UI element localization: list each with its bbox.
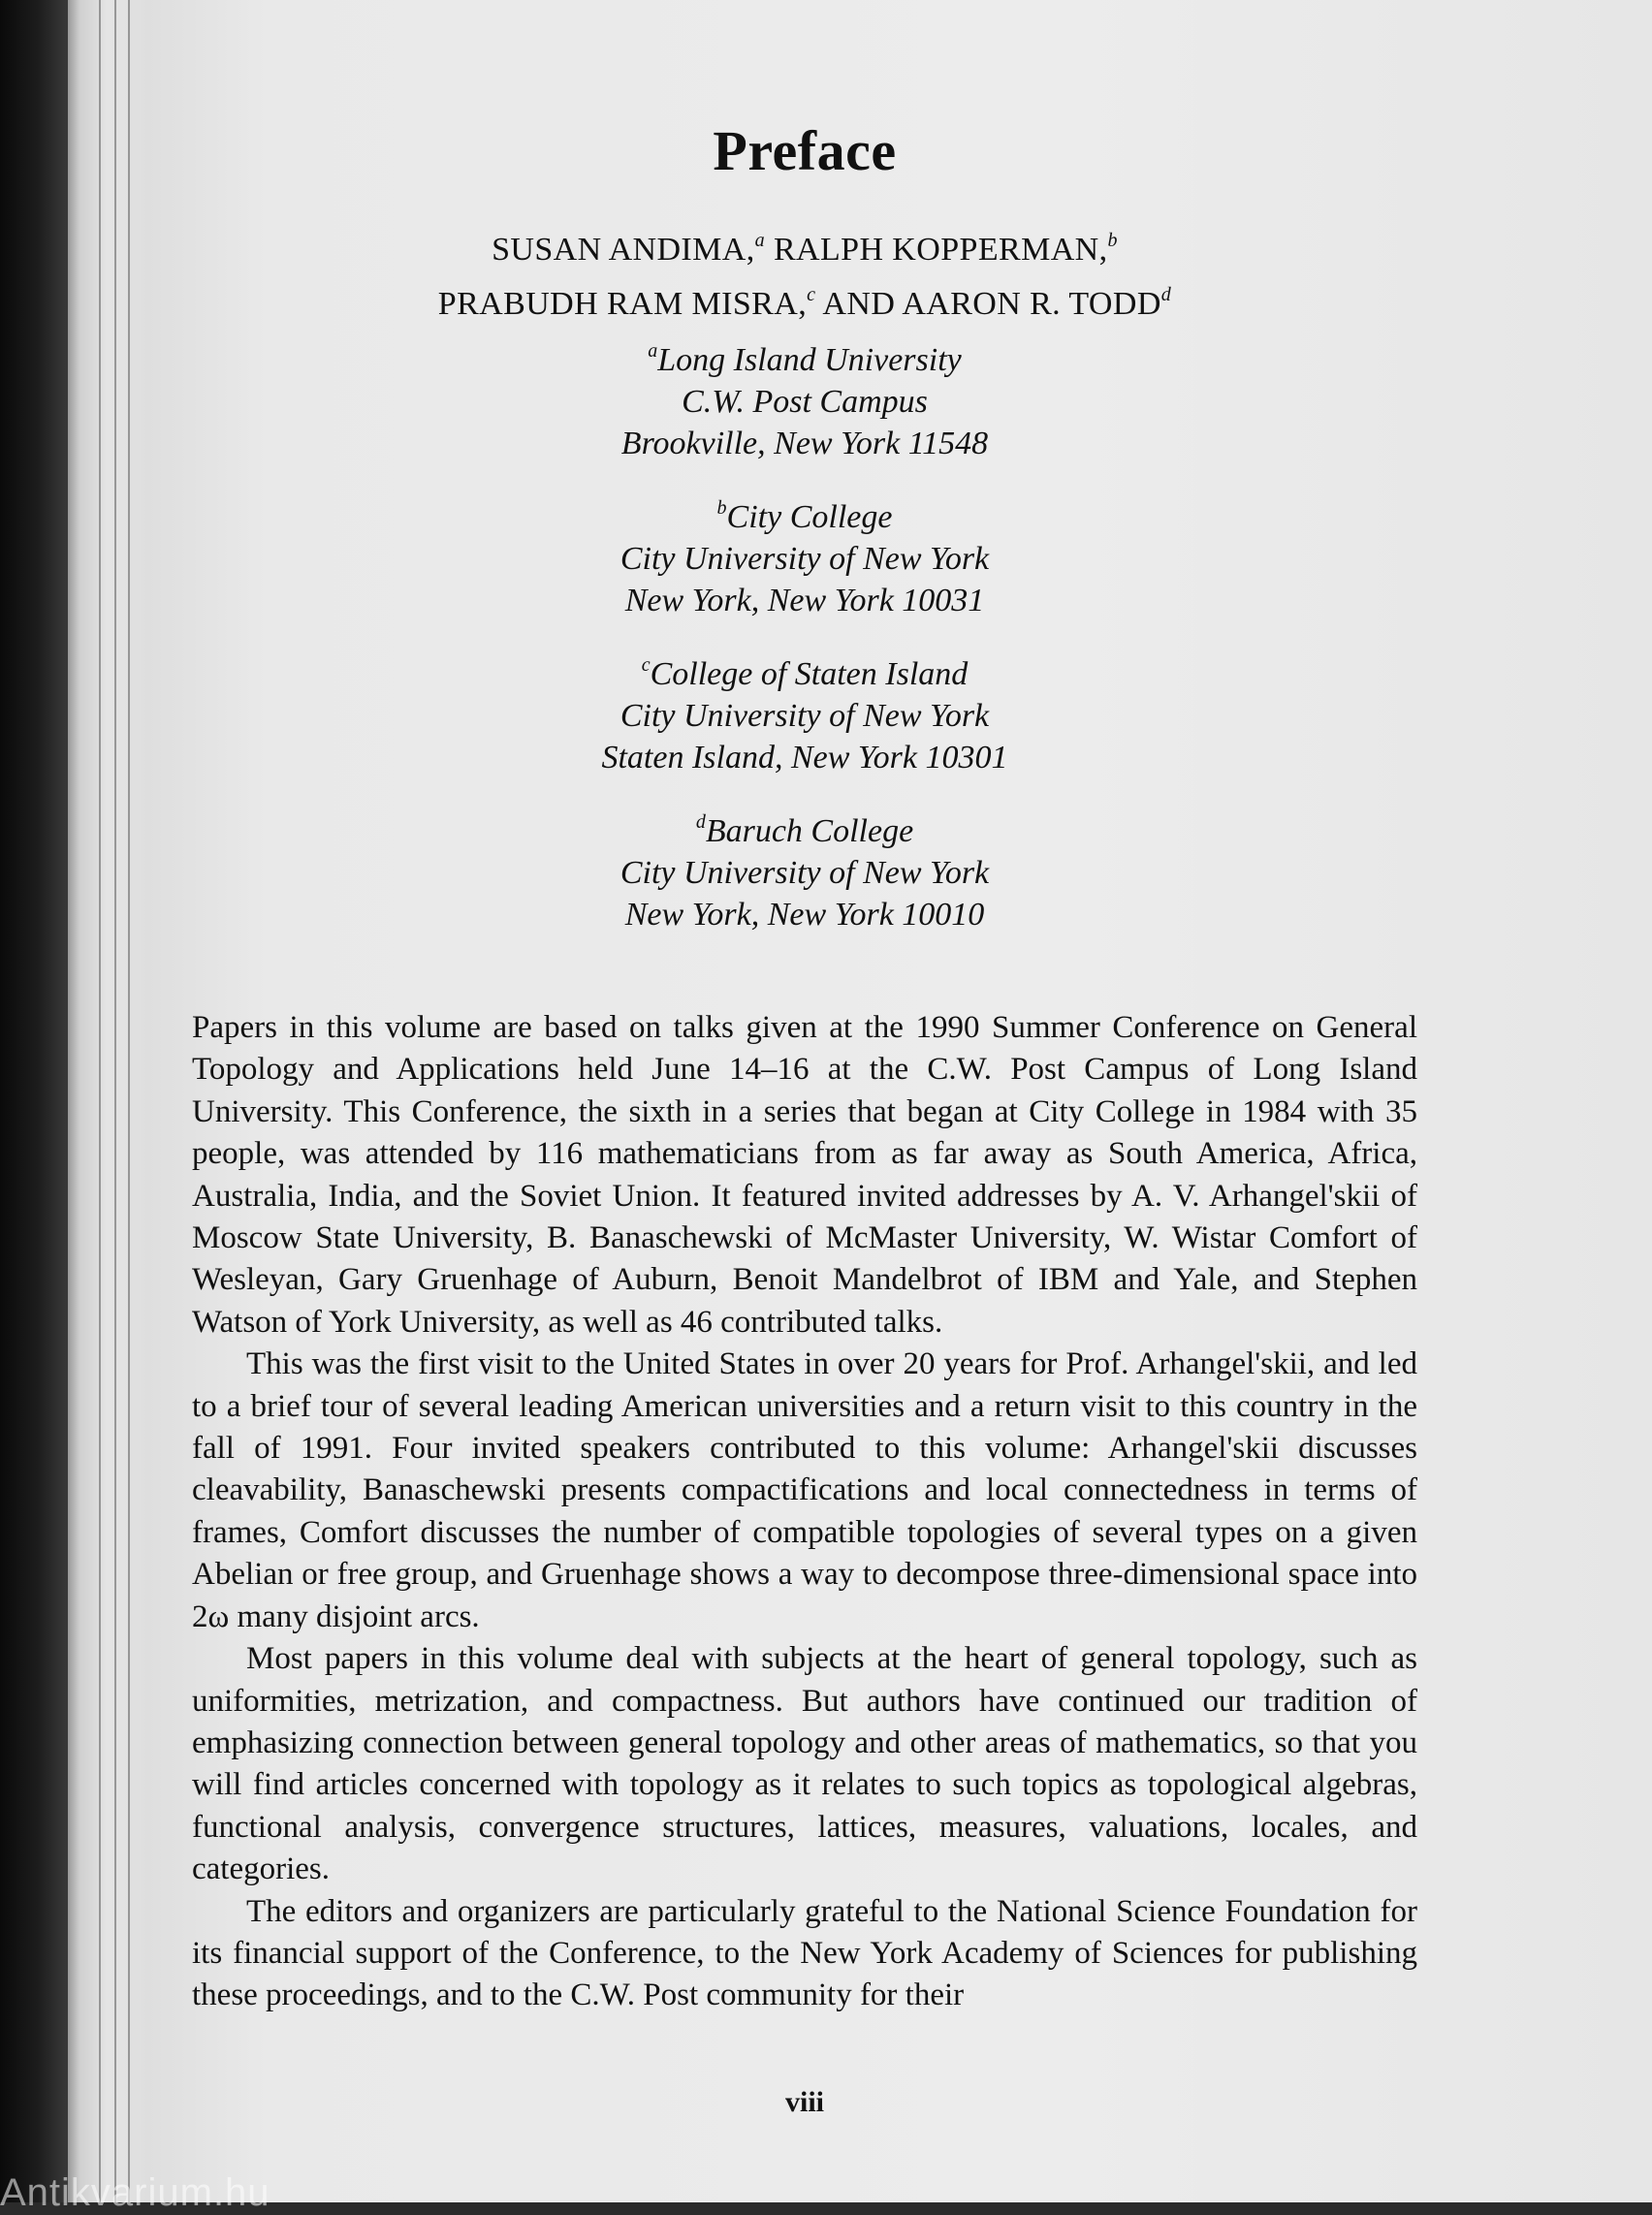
affiliation-d [192, 802, 1417, 935]
author-block [192, 218, 1417, 327]
binding-shadow [0, 0, 68, 2202]
author-line-1 [192, 218, 1417, 272]
body-text [192, 1007, 1417, 2017]
author-name: SUSAN ANDIMA, [492, 232, 755, 268]
affiliation-mark: b [716, 497, 727, 519]
affiliation-b [192, 488, 1417, 621]
affiliation-line: New York, New York 10031 [624, 583, 985, 618]
author-mark: a [754, 230, 766, 251]
affiliation-line: New York, New York 10010 [624, 897, 985, 933]
affiliation-line [192, 488, 1417, 538]
affiliation-text: College of Staten Island [650, 656, 969, 692]
author-name: PRABUDH RAM MISRA, [437, 286, 808, 322]
author-mark: d [1160, 284, 1172, 305]
affiliation-text: Baruch College [705, 813, 914, 849]
author-line-2 [192, 272, 1417, 327]
page-edge-line [114, 0, 116, 2202]
affiliation-line: City University of New York [620, 855, 990, 891]
affiliation-line [192, 331, 1417, 381]
affiliation-a [192, 331, 1417, 464]
author-mark: c [807, 284, 816, 305]
author-mark: b [1107, 230, 1118, 251]
affiliation-mark: c [641, 654, 651, 676]
affiliation-line: City University of New York [620, 541, 990, 577]
paragraph-2: This was the first visit to the United States in over 20 years for Prof. Arhangel'skii, and led to a brief tour of several leading American universities and a return visit to this country in the fall of 1991. Four invited speakers contributed to this volume: Arhangel'skii discusses cleavability, Banaschewski presents compactifications and local connectedness in terms of frames, Comfort discusses the number of compatible topologies of several types on a given Abelian or free group, and Gruenhage shows a way to decompose three-dimensional space into 2ω many disjoint arcs. [192, 1346, 1417, 1634]
paragraph-3: Most papers in this volume deal with subjects at the heart of general topology, such as uniformities, metrization, and compactness. But authors have continued our tradition of emphasizing connection between general topology and other areas of mathematics, so that you will find articles concerned with topology as it relates to such topics as topological algebras, functional analysis, convergence structures, lattices, measures, valuations, locales, and categories. [192, 1641, 1417, 1887]
affiliation-mark: d [695, 811, 706, 833]
affiliations [192, 331, 1417, 935]
page-edge-line [99, 0, 101, 2202]
affiliation-line [192, 645, 1417, 695]
page-edge-line [128, 0, 130, 2202]
paragraph-4: The editors and organizers are particularly grateful to the National Science Foundation for its financial support of the Conference, to the New York Academy of Sciences for publishing these proceedings, and to the C.W. Post community for their [192, 1893, 1417, 2013]
page-title: Preface [713, 119, 897, 182]
page-number: viii [784, 2086, 824, 2118]
affiliation-line: C.W. Post Campus [682, 384, 928, 420]
watermark: Antikvarium.hu [0, 2171, 270, 2214]
affiliation-c [192, 645, 1417, 778]
affiliation-mark: a [648, 340, 658, 362]
affiliation-text: Long Island University [657, 342, 962, 378]
affiliation-line: Staten Island, New York 10301 [601, 740, 1008, 775]
paragraph-1: Papers in this volume are based on talks given at the 1990 Summer Conference on General Topology and Applications held June 14–16 at the C.W. Post Campus of Long Island University. This Conference, the sixth in a series that began at City College in 1984 with 35 people, was attended by 116 mathematicians from as far away as South America, Africa, Australia, India, and the Soviet Union. It featured invited addresses by A. V. Arhangel'skii of Moscow State University, B. Banaschewski of McMaster University, W. Wistar Comfort of Wesleyan, Gary Gruenhage of Auburn, Benoit Mandelbrot of IBM and Yale, and Stephen Watson of York University, as well as 46 contributed talks. [192, 1010, 1417, 1340]
author-name: AND AARON R. TODD [815, 286, 1161, 322]
page-content [192, 107, 1417, 2017]
affiliation-text: City College [726, 499, 893, 535]
affiliation-line: City University of New York [620, 698, 990, 734]
affiliation-line [192, 802, 1417, 852]
affiliation-line: Brookville, New York 11548 [620, 426, 989, 461]
author-name: RALPH KOPPERMAN, [765, 232, 1108, 268]
